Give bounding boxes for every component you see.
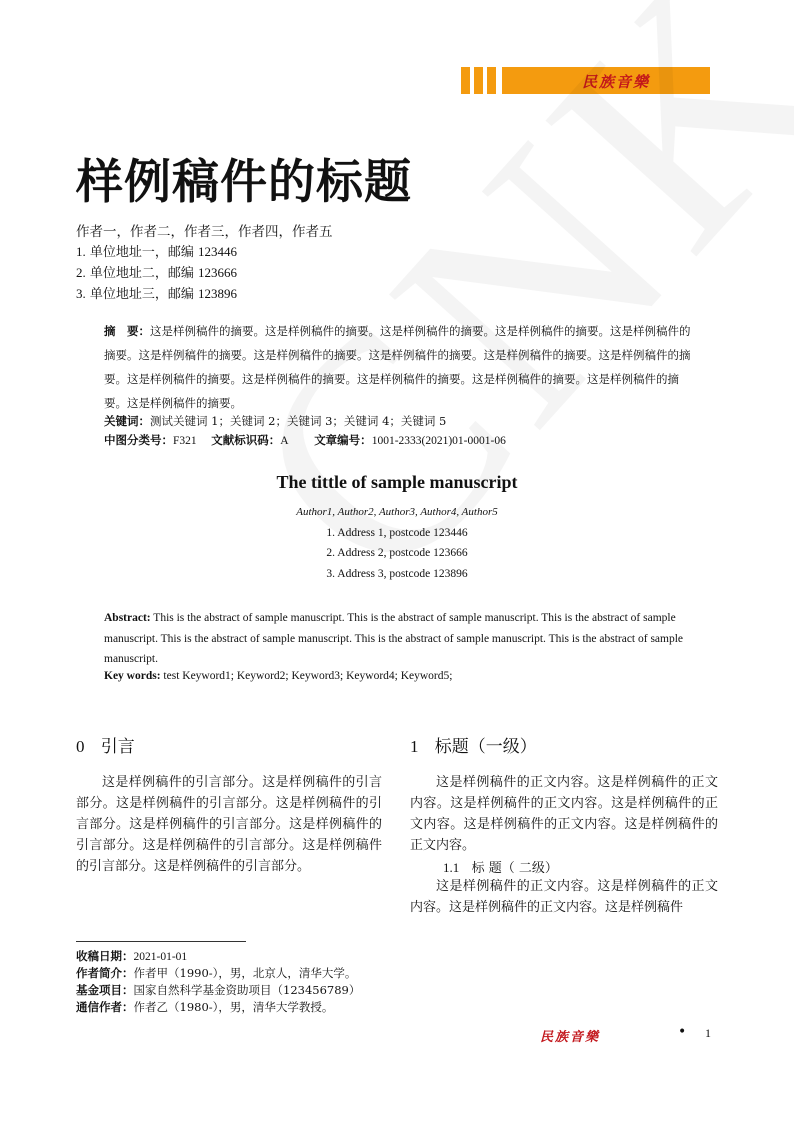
english-affiliation: 3. Address 3, postcode 123896 [326, 568, 468, 580]
affiliation: 2. 单位地址二，邮编 123666 [76, 265, 238, 281]
subsection-heading-1-1: 1.1 标 题（ 二级） [443, 860, 558, 876]
english-title: The tittle of sample manuscript [276, 472, 518, 492]
footnote: 通信作者：作者乙（1980-），男，清华大学教授。 [76, 1000, 334, 1014]
abstract-cn [104, 319, 694, 415]
paper-title: 样例稿件的标题 [76, 155, 412, 210]
subsection-1-1-paragraph: 这是样例稿件的正文内容。这是样例稿件的正文内容。这是样例稿件的正文内容。这是样例稿件 [410, 879, 718, 915]
footnote: 收稿日期：2021-01-01 [76, 949, 188, 963]
english-authors: Author1, Author2, Author3, Author4, Author5 [296, 506, 498, 518]
journal-logo: 民族音樂 [582, 73, 651, 91]
abstract-label: 摘 要： [104, 324, 150, 338]
footnote-rule [76, 941, 246, 942]
classification-line: 中图分类号：F321 文献标识码：A 文章编号：1001-2333(2021)01-0001-06 [104, 433, 506, 447]
author-list: 作者一，作者二，作者三，作者四，作者五 [76, 224, 333, 240]
footnote: 基金项目：国家自然科学基金资助项目（123456789） [76, 983, 361, 997]
english-affiliation: 1. Address 1, postcode 123446 [326, 527, 468, 539]
footnote: 作者简介：作者甲（1990-），男，北京人，清华大学。 [76, 966, 357, 980]
footer-bullet: • [678, 1024, 687, 1040]
english-affiliation: 2. Address 2, postcode 123666 [326, 547, 468, 559]
affiliation: 3. 单位地址三，邮编 123896 [76, 286, 238, 302]
keywords-cn: 关键词：测试关键词 1；关键词 2；关键词 3；关键词 4；关键词 5 [104, 414, 447, 428]
section-1-paragraph: 这是样例稿件的正文内容。这是样例稿件的正文内容。这是样例稿件的正文内容。这是样例稿件的正文内容。这是样例稿件的正文内容。这是样例稿件的正文内容。 [410, 775, 718, 853]
section-heading-intro: 0 引言 [76, 737, 135, 757]
affiliation: 1. 单位地址一，邮编 123446 [76, 244, 238, 260]
abstract-text: 这是样例稿件的摘要。这是样例稿件的摘要。这是样例稿件的摘要。这是样例稿件的摘要。这是样例稿件的摘要。这是样例稿件的摘要。这是样例稿件的摘要。这是样例稿件的摘要。这是样例稿件的摘要。这是样例稿件的摘要。这是样例稿件的摘要。这是样例稿件的摘要。这是样例稿件的摘要。这是样例稿件的摘要。这是样例稿件的摘要。这是样例稿件的摘要。 [104, 324, 691, 410]
intro-paragraph: 这是样例稿件的引言部分。这是样例稿件的引言部分。这是样例稿件的引言部分。这是样例稿件的引言部分。这是样例稿件的引言部分。这是样例稿件的引言部分。这是样例稿件的引言部分。这是样例稿件的引言部分。这是样例稿件的引言部分。 [76, 775, 382, 874]
english-abstract: Abstract: This is the abstract of sample manuscript. This is the abstract of sample manuscript. This is the abstract of sample manuscript. This is the abstract of sample manuscript. This is the abstract of sample manuscript. This is the abstract of sample manuscript. [104, 612, 684, 665]
footer-logo: 民族音樂 [540, 1030, 601, 1045]
page-number: 1 [705, 1026, 711, 1040]
english-keywords: Key words: test Keyword1; Keyword2; Keyword3; Keyword4; Keyword5; [104, 670, 453, 682]
section-heading-1: 1 标题（一级） [410, 737, 537, 757]
